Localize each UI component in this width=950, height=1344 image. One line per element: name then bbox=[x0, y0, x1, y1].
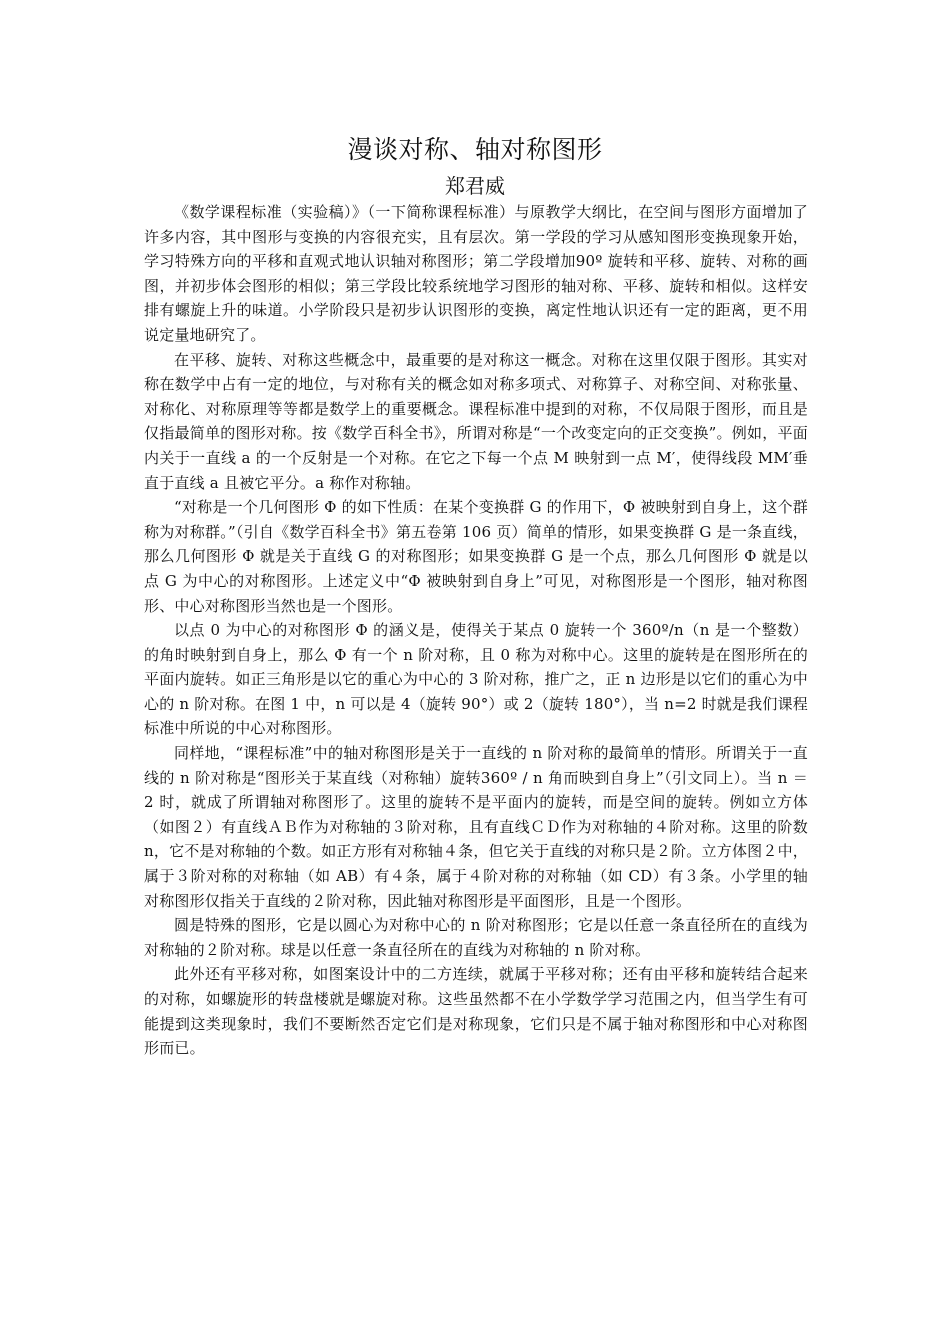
paragraph-3: “对称是一个几何图形 Φ 的如下性质：在某个变换群 G 的作用下，Φ 被映射到自身上，这个群称为对称群。”（引自《数学百科全书》第五卷第 106 页）简单的情形，如果变换群 G 是一条直线，那么几何图形 Φ 就是关于直线 G 的对称图形；如果变换群 G 是一个点，那么几何图形 Φ 就是以点 G 为中心的对称图形。上述定义中“Φ 被映射到自身上”可见，对称图形是一个图形，轴对称图形、中心对称图形当然也是一个图形。 bbox=[144, 498, 808, 615]
paragraph-1: 《数学课程标准（实验稿）》（一下简称课程标准）与原教学大纲比，在空间与图形方面增加了许多内容，其中图形与变换的内容很充实，且有层次。第一学段的学习从感知图形变换现象开始，学习特殊方向的平移和直观式地认识轴对称图形；第二学段增加90º 旋转和平移、旋转、对称的画图，并初步体会图形的相似；第三学段比较系统地学习图形的轴对称、平移、旋转和相似。这样安排有螺旋上升的味道。小学阶段只是初步认识图形的变换，离定性地认识还有一定的距离，更不用说定量地研究了。 bbox=[144, 203, 808, 344]
paragraph-5: 同样地，“课程标准”中的轴对称图形是关于一直线的 n 阶对称的最简单的情形。所谓关于一直线的 n 阶对称是“图形关于某直线（对称轴）旋转360º / n 角而映到自身上”（引文同上）。当 n ＝ 2 时，就成了所谓轴对称图形了。这里的旋转不是平面内的旋转，而是空间的旋转。例如立方体（如图２）有直线ＡＢ作为对称轴的３阶对称，且有直线ＣＤ作为对称轴的４阶对称。这里的阶数 n，它不是对称轴的个数。如正方形有对称轴４条，但它关于直线的对称只是２阶。立方体图２中，属于３阶对称的对称轴（如 AB）有４条，属于４阶对称的对称轴（如 CD）有３条。小学里的轴对称图形仅指关于直线的２阶对称，因此轴对称图形是平面图形，且是一个图形。 bbox=[144, 744, 808, 910]
author-name: 郑君威 bbox=[445, 174, 505, 198]
article-body bbox=[144, 200, 808, 1061]
paragraph-4: 以点 0 为中心的对称图形 Φ 的涵义是，使得关于某点 0 旋转一个 360º/n（n 是一个整数）的角时映射到自身上，那么 Φ 有一个 n 阶对称，且 0 称为对称中心。这里的旋转是在图形所在的平面内旋转。如正三角形是以它的重心为中心的 3 阶对称，推广之，正 n 边形是以它们的重心为中心的 n 阶对称。在图 1 中，n 可以是 4（旋转 90°）或 2（旋转 180°），当 n=2 时就是我们课程标准中所说的中心对称图形。 bbox=[144, 621, 808, 738]
paragraph-2: 在平移、旋转、对称这些概念中，最重要的是对称这一概念。对称在这里仅限于图形。其实对称在数学中占有一定的地位，与对称有关的概念如对称多项式、对称算子、对称空间、对称张量、对称化、对称原理等等都是数学上的重要概念。课程标准中提到的对称，不仅局限于图形，而且是仅指最简单的图形对称。按《数学百科全书》，所谓对称是“一个改变定向的正交变换”。例如，平面内关于一直线 a 的一个反射是一个对称。在它之下每一个点 M 映射到一点 M′，使得线段 MM′垂直于直线 a 且被它平分。a 称作对称轴。 bbox=[144, 350, 808, 492]
paragraph-7: 此外还有平移对称，如图案设计中的二方连续，就属于平移对称；还有由平移和旋转结合起来的对称，如螺旋形的转盘楼就是螺旋对称。这些虽然都不在小学数学学习范围之内，但当学生有可能提到这类现象时，我们不要断然否定它们是对称现象，它们只是不属于轴对称图形和中心对称图形而已。 bbox=[144, 965, 808, 1058]
page-title: 漫谈对称、轴对称图形 bbox=[347, 135, 603, 164]
paragraph-6: 圆是特殊的图形，它是以圆心为对称中心的 n 阶对称图形；它是以任意一条直径所在的直线为对称轴的２阶对称。球是以任意一条直径所在的直线为对称轴的 n 阶对称。 bbox=[144, 916, 808, 959]
